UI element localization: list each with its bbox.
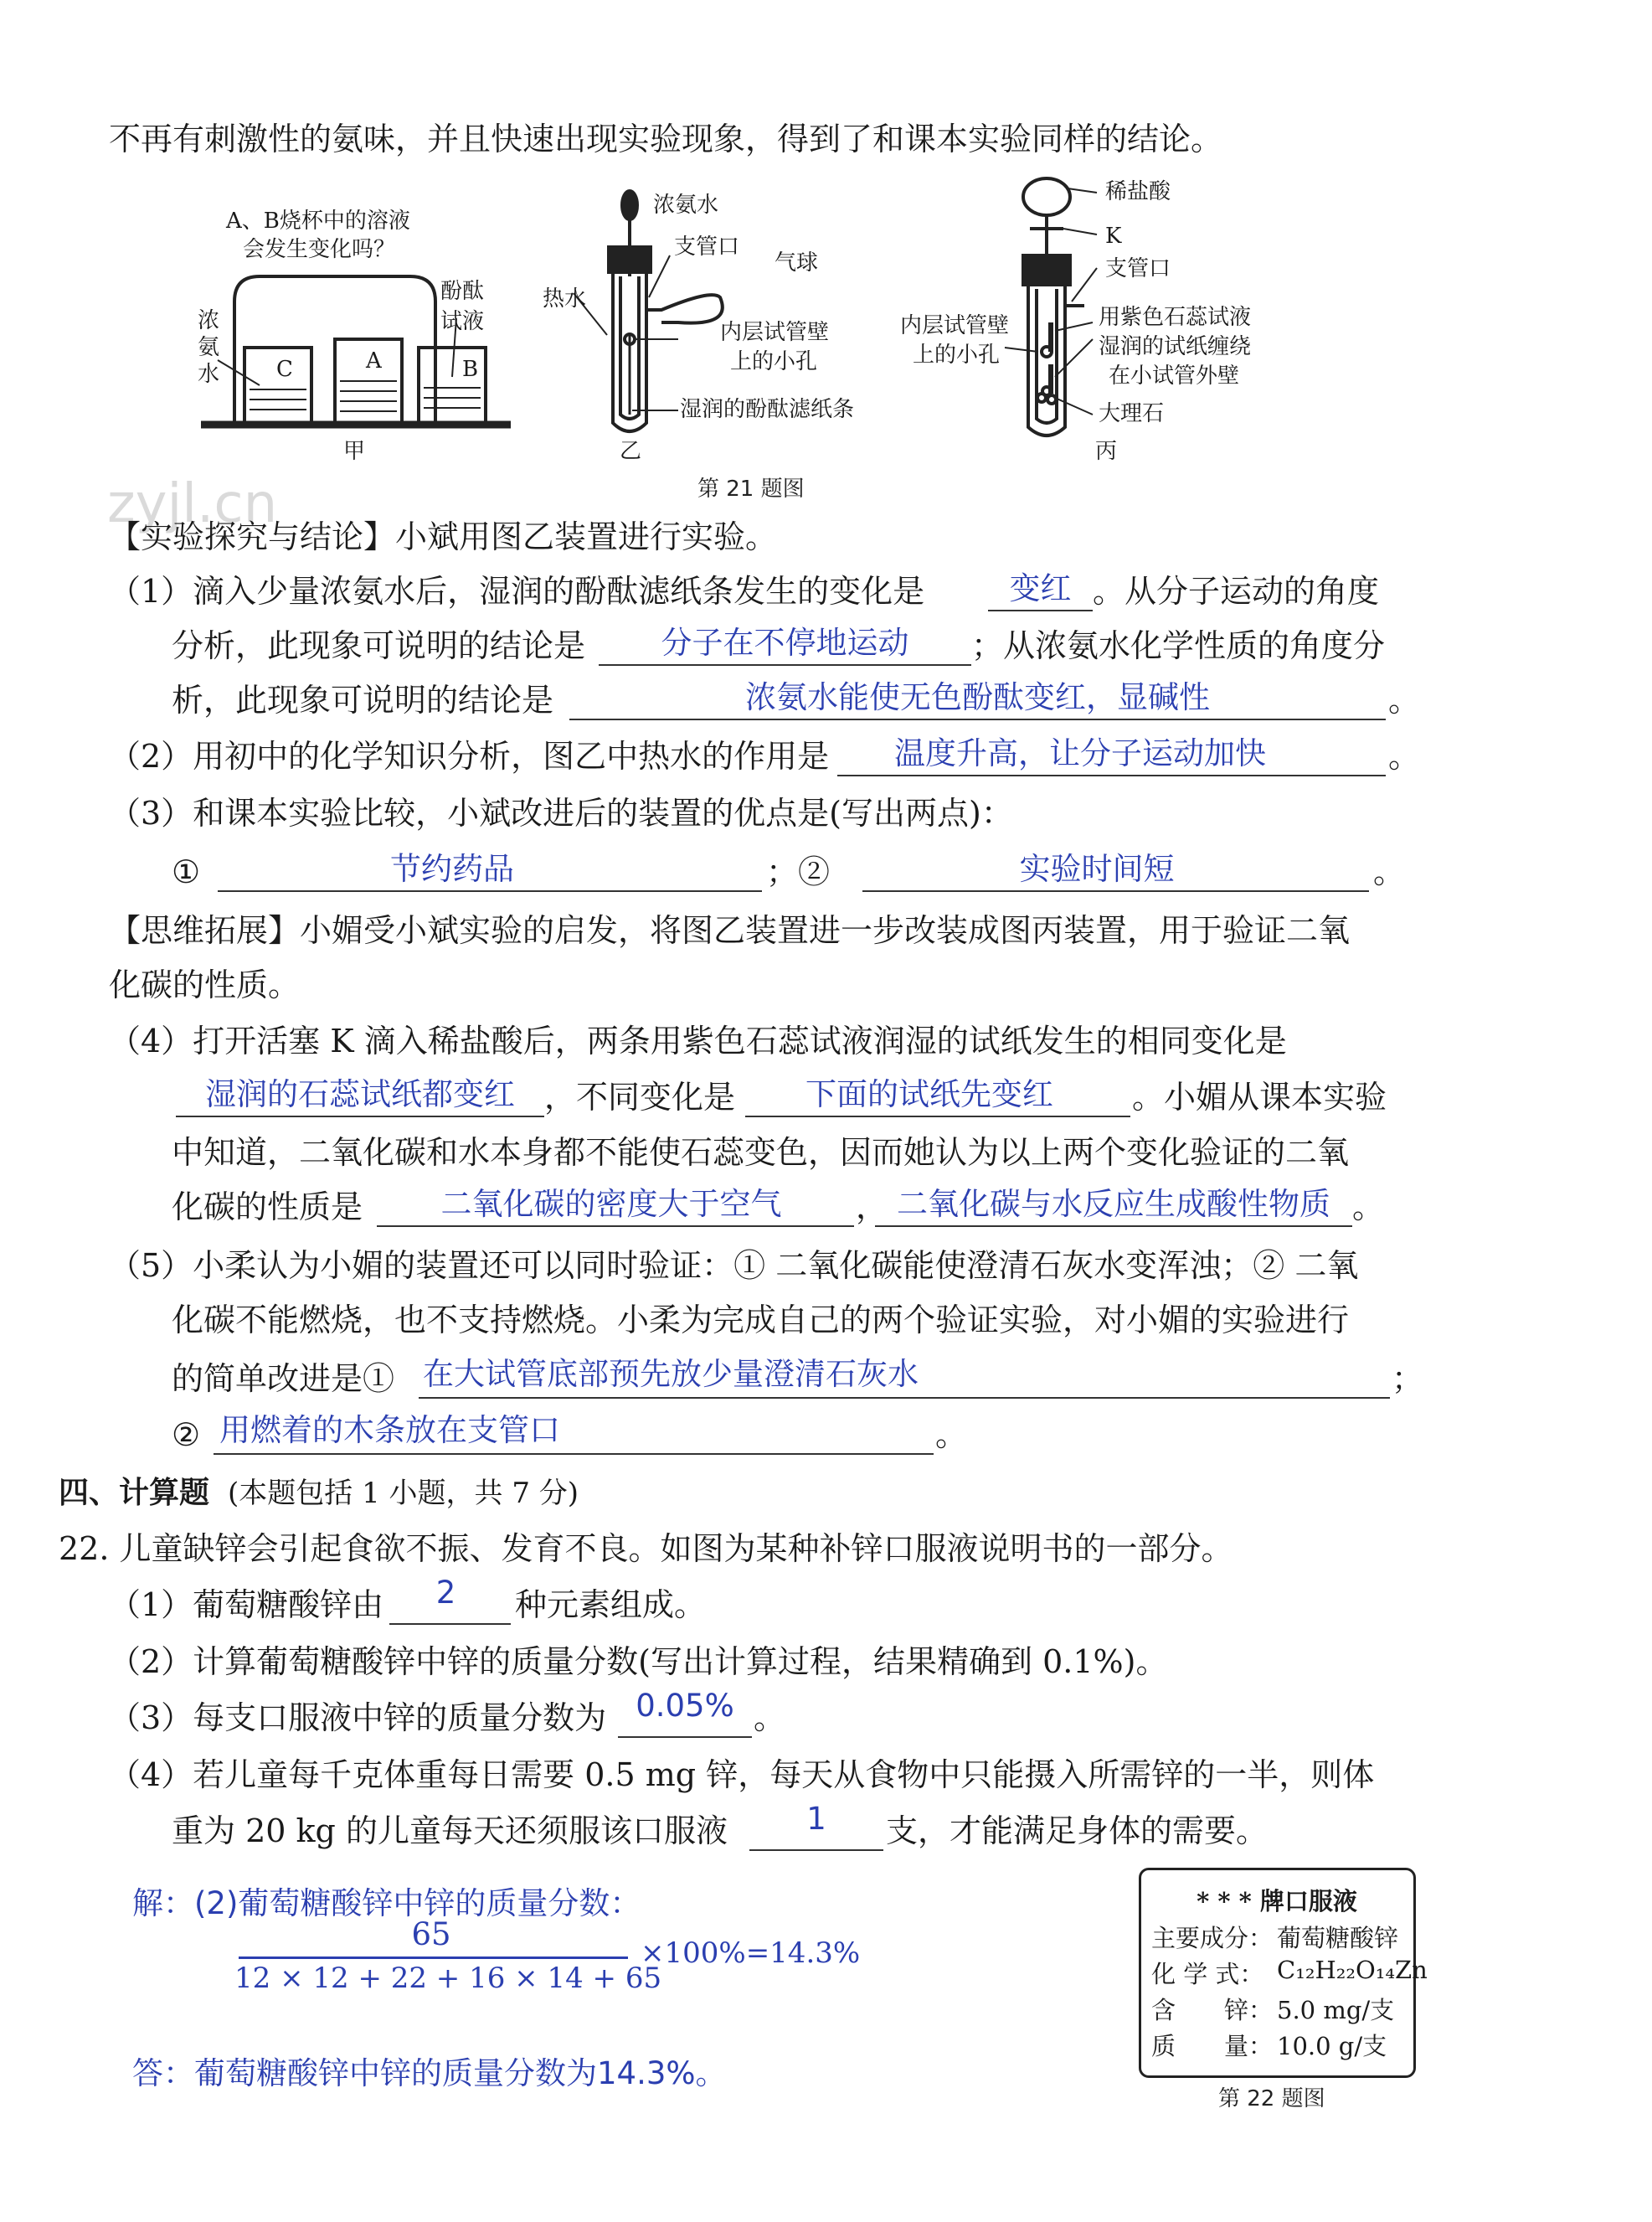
q22-part4-line1: （4）若儿童每千克体重每日需要 0.5 mg 锌，每天从食物中只能摄入所需锌的一半，则体: [109, 1756, 1375, 1793]
label-zinc-key: 含 锌：: [1151, 1996, 1274, 2024]
q1-line2-b: ；从浓氨水化学性质的角度分: [971, 627, 1386, 664]
yi-label-balloon: 气球: [775, 250, 819, 276]
q22-blank-3[interactable]: [618, 1736, 752, 1738]
section-4-title: 四、计算题: [59, 1476, 210, 1510]
label-mass-key: 质 量：: [1151, 2032, 1274, 2060]
q4-line3: 中知道，二氧化碳和水本身都不能使石蕊变色，因而她认为以上两个变化验证的二氧: [172, 1134, 1350, 1171]
label-mass-value: 10.0 g/支: [1277, 2032, 1387, 2060]
q22-blank-1[interactable]: [389, 1623, 511, 1625]
q22-part1-b: 种元素组成。: [515, 1586, 707, 1623]
q22-answer-4: 1: [806, 1801, 826, 1837]
solution-result: ×100%=14.3%: [641, 1936, 861, 1970]
jia-label-nong: 浓: [198, 308, 220, 333]
solution-answer: 答：葡萄糖酸锌中锌的质量分数为14.3%。: [132, 2055, 727, 2091]
apparatus-bing: [1005, 178, 1097, 436]
q4-blank-3[interactable]: [377, 1225, 854, 1227]
fraction-bar: [239, 1956, 628, 1959]
q4-line2-a: ，不同变化是: [544, 1079, 736, 1116]
q1-line1-b: 。从分子运动的角度: [1093, 573, 1380, 610]
jia-label-shiye: 试液: [440, 309, 485, 334]
bing-label-hole: 上的小孔: [913, 343, 1001, 368]
yi-label-hot-water: 热水: [543, 286, 587, 312]
q3-answer-2: 实验时间短: [1019, 851, 1175, 887]
bing-label-paper-1: 用紫色石蕊试液: [1099, 305, 1252, 330]
beaker-a-label: A: [366, 348, 382, 374]
q22-part4-line2-a: 重为 20 kg 的儿童每天还须服该口服液: [172, 1812, 728, 1849]
q22-part3-a: （3）每支口服液中锌的质量分数为: [109, 1699, 607, 1736]
yi-label-inner-wall: 内层试管壁: [720, 320, 830, 345]
q2-end: 。: [1388, 738, 1421, 775]
beaker-c-label: C: [276, 357, 293, 382]
beaker-b-label: B: [462, 357, 479, 382]
q22-part3-b: 。: [754, 1699, 786, 1736]
q22-part4-line2-b: 支，才能满足身体的需要。: [886, 1812, 1269, 1849]
q5-line3-b: ；: [1392, 1360, 1424, 1397]
q1-line1-a: （1）滴入少量浓氨水后，湿润的酚酞滤纸条发生的变化是: [109, 573, 925, 610]
jia-label-an: 氨: [198, 335, 220, 360]
label-zinc-value: 5.0 mg/支: [1277, 1996, 1395, 2024]
section-experiment-title: 【实验探究与结论】小斌用图乙装置进行实验。: [109, 518, 778, 555]
label-ingredient-value: 葡萄糖酸锌: [1277, 1924, 1399, 1952]
jia-label-shui: 水: [198, 362, 220, 387]
q3-separator: ；②: [766, 853, 831, 890]
bing-label-paper-2: 湿润的试纸缠绕: [1099, 334, 1252, 359]
q2-answer: 温度升高，让分子运动加快: [894, 735, 1266, 771]
q22-stem: 22. 儿童缺锌会引起食欲不振、发育不良。如图为某种补锌口服液说明书的一部分。: [59, 1530, 1233, 1567]
section-extension-line2: 化碳的性质。: [109, 967, 301, 1003]
q5-line2: 化碳不能燃烧，也不支持燃烧。小柔为完成自己的两个验证实验，对小媚的实验进行: [172, 1302, 1350, 1338]
q4-answer-1: 湿润的石蕊试纸都变红: [205, 1076, 515, 1112]
intro-line: 不再有刺激性的氨味，并且快速出现实验现象，得到了和课本实验同样的结论。: [109, 121, 1223, 157]
q1-blank-1[interactable]: [988, 610, 1093, 611]
bing-label-paper-3: 在小试管外壁: [1109, 363, 1240, 389]
yi-label-branch: 支管口: [674, 235, 740, 260]
q3-blank-1[interactable]: [218, 890, 762, 892]
q4-blank-4[interactable]: [875, 1225, 1352, 1227]
q1-line3-a: 析，此现象可说明的结论是: [172, 682, 554, 719]
yi-label-hole: 上的小孔: [730, 349, 818, 374]
q2-blank[interactable]: [837, 775, 1386, 776]
q4-blank-2[interactable]: [745, 1116, 1130, 1117]
q22-answer-3: 0.05%: [636, 1688, 734, 1724]
q4-line4-a: 化碳的性质是: [172, 1188, 363, 1225]
q22-part2: （2）计算葡萄糖酸锌中锌的质量分数(写出计算过程，结果精确到 0.1%)。: [109, 1643, 1168, 1680]
bing-label-k: K: [1105, 224, 1122, 249]
q5-blank-2[interactable]: [214, 1453, 934, 1455]
label-formula-key: 化 学 式：: [1151, 1960, 1264, 1988]
q5-end: 。: [935, 1416, 968, 1453]
section-4-note: (本题包括 1 小题，共 7 分): [228, 1477, 579, 1510]
label-title: * * * 牌口服液: [1197, 1887, 1357, 1915]
q5-answer-2: 用燃着的木条放在支管口: [219, 1412, 560, 1448]
q4-answer-2: 下面的试纸先变红: [805, 1076, 1053, 1112]
solution-line1: 解：(2)葡萄糖酸锌中锌的质量分数：: [132, 1885, 641, 1921]
q4-answer-3: 二氧化碳的密度大于空气: [440, 1186, 782, 1222]
q1-line3-b: 。: [1388, 682, 1421, 719]
q5-line1: （5）小柔认为小媚的装置还可以同时验证：① 二氧化碳能使澄清石灰水变浑浊；② 二氧: [109, 1247, 1359, 1284]
label-ingredient-key: 主要成分：: [1151, 1924, 1274, 1952]
bing-label-inner-wall: 内层试管壁: [900, 313, 1010, 338]
q5-answer-1: 在大试管底部预先放少量澄清石灰水: [423, 1356, 919, 1392]
q1-answer-1: 变红: [1009, 570, 1072, 606]
bing-label-branch: 支管口: [1105, 256, 1171, 281]
q5-circle-2: ②: [172, 1416, 201, 1453]
q4-end: 。: [1352, 1188, 1385, 1225]
yi-label-filter-strip: 湿润的酚酞滤纸条: [680, 397, 855, 422]
q1-answer-3: 浓氨水能使无色酚酞变红，显碱性: [745, 679, 1210, 715]
q4-answer-4: 二氧化碳与水反应生成酸性物质: [897, 1186, 1330, 1222]
bing-label-marble: 大理石: [1099, 401, 1165, 426]
figure-jia-label: 甲: [343, 439, 366, 464]
solution-numerator: 65: [411, 1916, 451, 1952]
jia-label-phenol: 酚酞: [440, 279, 485, 304]
q4-line1: （4）打开活塞 K 滴入稀盐酸后，两条用紫色石蕊试液润湿的试纸发生的相同变化是: [109, 1023, 1287, 1059]
q4-separator: ，: [856, 1188, 888, 1225]
q22-blank-4[interactable]: [749, 1849, 883, 1851]
q1-line2-a: 分析，此现象可说明的结论是: [172, 627, 586, 664]
q2-line: （2）用初中的化学知识分析，图乙中热水的作用是: [109, 738, 830, 775]
figure-bing-label: 丙: [1095, 439, 1118, 464]
jia-question-2: 会发生变化吗？: [243, 237, 396, 262]
q1-blank-3[interactable]: [569, 719, 1386, 720]
q5-line3-a: 的简单改进是①: [172, 1360, 395, 1397]
figure-21-caption: 第 21 题图: [697, 477, 805, 502]
q3-end: 。: [1373, 853, 1406, 890]
solution-denominator: 12 × 12 + 22 + 16 × 14 + 65: [234, 1962, 662, 1995]
figure-yi-label: 乙: [620, 439, 642, 464]
q22-part1-a: （1）葡萄糖酸锌由: [109, 1586, 384, 1623]
q3-answer-1: 节约药品: [390, 851, 514, 887]
q3-circle-1: ①: [172, 853, 201, 890]
yi-label-ammonia: 浓氨水: [653, 193, 719, 218]
label-formula-value: C₁₂H₂₂O₁₄Zn: [1277, 1956, 1428, 1984]
section-extension-line1: 【思维拓展】小媚受小斌实验的启发，将图乙装置进一步改装成图丙装置，用于验证二氧: [109, 912, 1351, 949]
q1-answer-2: 分子在不停地运动: [661, 625, 909, 661]
bing-label-hcl: 稀盐酸: [1105, 179, 1171, 204]
q1-blank-2[interactable]: [599, 664, 971, 666]
q22-answer-1: 2: [435, 1575, 456, 1611]
q3-blank-2[interactable]: [862, 890, 1369, 892]
q4-line2-b: 。小媚从课本实验: [1132, 1079, 1387, 1116]
jia-question: A、B烧杯中的溶液: [226, 209, 410, 234]
q4-blank-1[interactable]: [176, 1116, 544, 1117]
q3-line: （3）和课本实验比较，小斌改进后的装置的优点是(写出两点)：: [109, 795, 1013, 832]
q5-blank-1[interactable]: [419, 1397, 1390, 1399]
figure-22-caption: 第 22 题图: [1218, 2086, 1325, 2111]
watermark: zyjl.cn: [107, 473, 278, 535]
